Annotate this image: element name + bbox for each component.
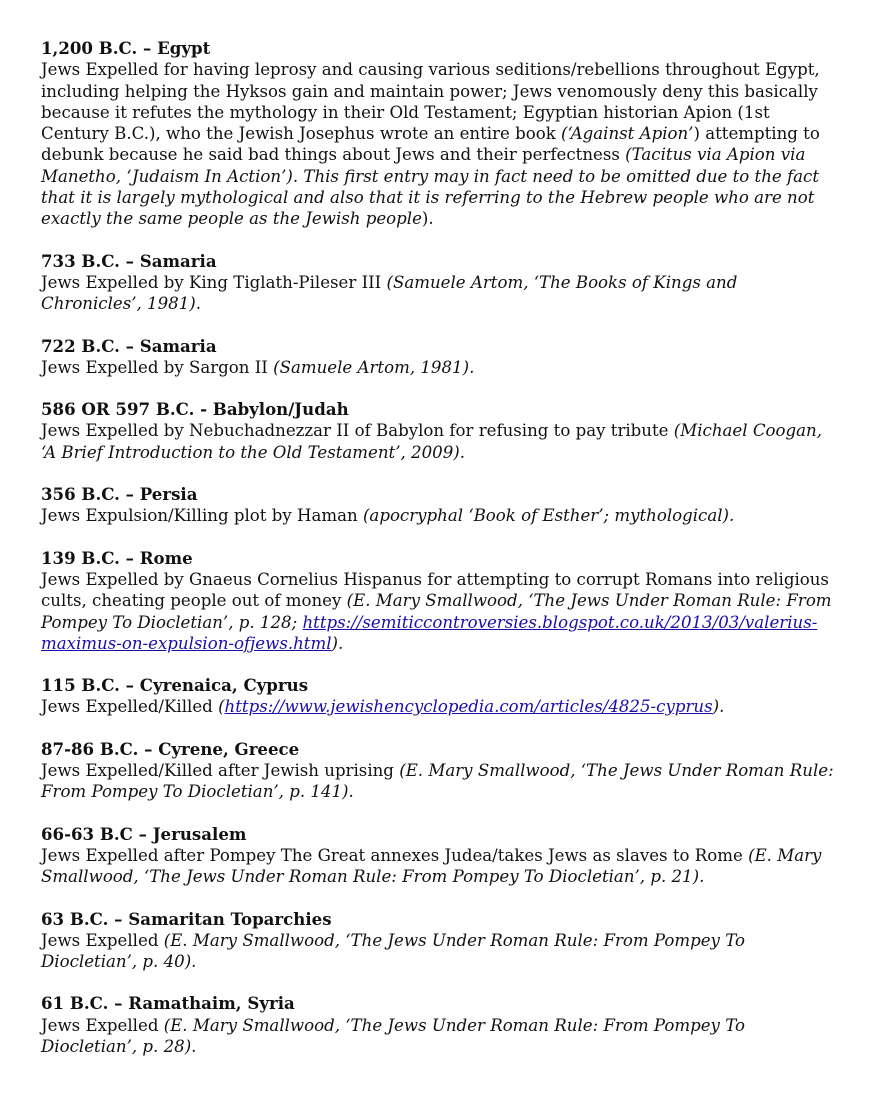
entry-heading: 139 B.C. – Rome (41, 547, 193, 568)
citation-text: (E. Mary Smallwood, ‘The Jews Under Roman Rule: From Pompey To Diocletian’, p. 21). (41, 845, 822, 887)
citation-text: (Samuele Artom, ‘The Books of Kings and Chronicles’, 1981). (41, 272, 738, 314)
timeline-entry (41, 548, 854, 654)
entry-body (41, 1015, 841, 1058)
body-text: Jews Expelled by Gnaeus Cornelius Hispanus for attempting to corrupt Romans into religious cults, cheating people out of money (41, 569, 829, 611)
citation-text: (E. Mary Smallwood, ‘The Jews Under Roman Rule: From Pompey To Diocletian’, p. 141). (41, 761, 834, 802)
entry-body (41, 845, 841, 888)
entry-body (41, 760, 841, 803)
entry-heading: 356 B.C. – Persia (41, 484, 198, 505)
citation-text: (Tacitus via Apion via Manetho, ‘Judaism In Action’). This first entry may in fact need to be omitted due to the fact that it is largely mythological and also that it is referring to the Hebrew people who are not exactly the same people as the Jewish people (41, 145, 820, 229)
entry-heading: 586 OR 597 B.C. - Babylon/Judah (41, 399, 349, 420)
citation-text: (apocryphal ‘Book of Esther’; mythological). (362, 506, 735, 526)
body-text: Jews Expelled (41, 930, 164, 950)
citation-text: (E. Mary Smallwood, ‘The Jews Under Roman Rule: From Pompey To Diocletian’, p. 40). (41, 930, 745, 972)
citation-text: ( (218, 697, 225, 717)
citation-text: ). (712, 697, 725, 717)
timeline-entry (41, 993, 854, 1057)
timeline-entry (41, 824, 854, 888)
body-text: ). (421, 209, 434, 229)
entry-body (41, 357, 841, 378)
body-text: Jews Expelled for having leprosy and causing various seditions/rebellions throughout Egypt, including helping the Hyksos gain and maintain power; Jews venomously deny this basically because it refutes the mythology in their Old Testament; Egyptian historian Apion (1st Century B.C.), who the Jewish Josephus wrote an entire book (41, 60, 820, 144)
source-link[interactable]: https://www.jewishencyclopedia.com/articles/4825-cyprus (224, 697, 713, 717)
body-text: Jews Expelled after Pompey The Great annexes Judea/takes Jews as slaves to Rome (41, 845, 749, 865)
body-text: Jews Expelled (41, 1015, 164, 1035)
timeline-entry (41, 336, 854, 379)
entry-body (41, 569, 841, 654)
citation-text: (Samuele Artom, 1981). (273, 357, 475, 377)
citation-text: (E. Mary Smallwood, ‘The Jews Under Roman Rule: From Pompey To Diocletian’, p. 28). (41, 1015, 745, 1056)
entry-heading: 87-86 B.C. – Cyrene, Greece (41, 738, 300, 759)
entry-body (41, 420, 841, 463)
entry-body (41, 505, 841, 526)
entry-heading: 61 B.C. – Ramathaim, Syria (41, 993, 295, 1014)
timeline-entry (41, 399, 854, 463)
entry-heading: 66-63 B.C – Jerusalem (41, 823, 247, 844)
entry-heading: 115 B.C. – Cyrenaica, Cyprus (41, 675, 309, 696)
timeline-entry (41, 251, 854, 315)
body-text: Jews Expelled/Killed (41, 697, 219, 717)
body-text: Jews Expelled/Killed after Jewish uprising (41, 761, 400, 781)
body-text: Jews Expelled by Sargon II (41, 357, 274, 377)
entry-heading: 63 B.C. – Samaritan Toparchies (41, 908, 332, 929)
entry-heading: 722 B.C. – Samaria (41, 335, 217, 356)
entry-body (41, 930, 841, 973)
citation-text: (Michael Coogan, ‘A Brief Introduction to the Old Testament’, 2009). (41, 421, 822, 462)
entry-body (41, 696, 841, 717)
body-text: Jews Expelled by Nebuchadnezzar II of Babylon for refusing to pay tribute (41, 421, 674, 441)
citation-text: (E. Mary Smallwood, ‘The Jews Under Roman Rule: From Pompey To Diocletian’, p. 128; (41, 591, 832, 632)
entry-heading: 1,200 B.C. – Egypt (41, 38, 211, 58)
entry-body (41, 272, 841, 315)
source-link[interactable]: https://semiticcontroversies.blogspot.co.uk/2013/03/valerius-maximus-on-expulsion-ofjews.html (41, 612, 818, 653)
body-text: Jews Expulsion/Killing plot by Haman (41, 506, 363, 526)
body-text: ) attempting to debunk because he said bad things about Jews and their perfectness (41, 124, 820, 165)
timeline-entry (41, 909, 854, 973)
timeline-entry (41, 675, 854, 718)
entry-body (41, 59, 841, 229)
timeline-entry (41, 739, 854, 803)
entry-heading: 733 B.C. – Samaria (41, 250, 217, 271)
body-text: Jews Expelled by King Tiglath-Pileser III (41, 272, 387, 292)
timeline-entry (41, 38, 854, 230)
citation-text: ). (331, 633, 344, 653)
timeline-entry (41, 484, 854, 527)
citation-text: (‘Against Apion’ (561, 124, 694, 144)
